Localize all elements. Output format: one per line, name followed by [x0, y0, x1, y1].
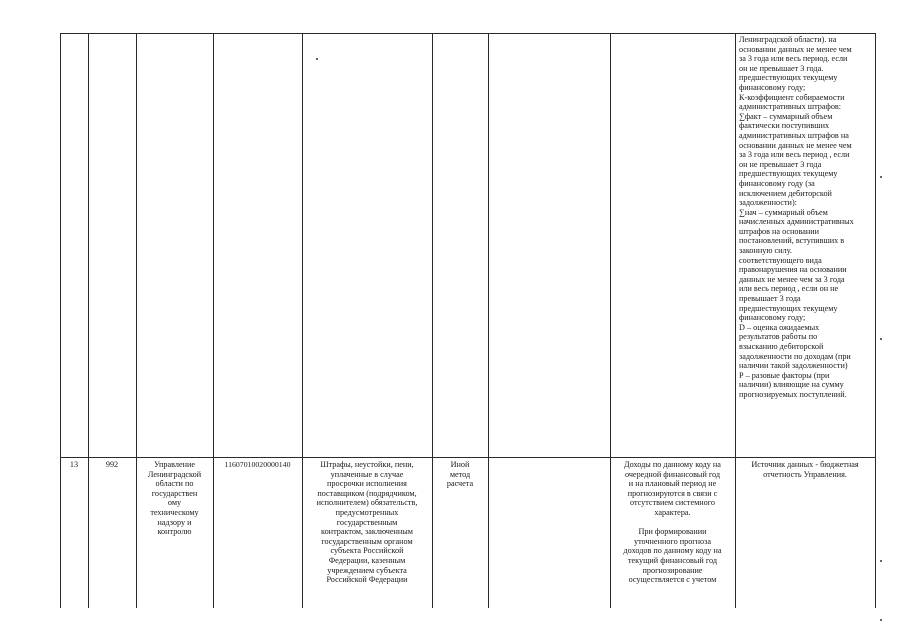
- column-divider: [610, 33, 611, 608]
- formula-description-text: Ленинградской области). на основании данных не менее чем за 3 года или весь период. если он не превышает 3 года. предшествующих текущему финансовому году; К-коэффициент собираемости административных штрафов: ∑факт – суммарный объем фактически поступивших административных штрафов на основании данных не менее чем за 3 года или весь период , если он не превышает 3 года предшествующих текущему финансовому году (за исключением дебиторской задолженности): ∑нач – суммарный объем начисленных административных штрафов на основании постановлений, вступивших в законную силу. соответствующего вида правонарушения на основании данных не менее чем за 3 года или весь период , если он не превышает 3 года предшествующих текущему финансовому году; D – оценка ожидаемых результатов работы по взысканию дебиторской задолженности по доходам (при наличии такой задолженности) Р – разовые факторы (при наличии) влияющие на сумму прогнозируемых поступлений.: [739, 35, 854, 399]
- column-divider: [488, 33, 489, 608]
- budget-classification-code: 11607010020000140: [224, 460, 291, 469]
- administrator-name: Управление Ленинградской области по государствен ому техническому надзору и контролю: [147, 460, 202, 537]
- data-source: Источник данных - бюджетная отчетность Управления.: [751, 460, 859, 479]
- column-divider: [213, 33, 214, 608]
- table-left-border: [60, 33, 61, 608]
- income-type-name: Штрафы, неустойки, пени, уплаченные в случае просрочки исполнения поставщиком (подрядчиком, исполнителем) обязательств, предусмотренных государственным контрактом, заключенным государственным органом субъекта Российской Федерации, казенным учреждением субъекта Российской Федерации: [316, 460, 418, 585]
- forecast-description: Доходы по данному коду на очередной финансовый год и на плановый период не прогнозируются в связи с отсутствием системного характера. При формировании уточненного прогноза доходов по данному коду на текущий финансовый год прогнозирование осуществляется с учетом: [623, 460, 722, 585]
- row-divider: [60, 457, 875, 458]
- column-divider: [136, 33, 137, 608]
- row-number: 13: [69, 460, 79, 469]
- scan-speck: [880, 338, 882, 340]
- table-right-border: [875, 33, 876, 608]
- column-divider: [735, 33, 736, 608]
- scan-speck: [316, 58, 318, 60]
- table-top-edge: [60, 33, 875, 34]
- scan-speck: [880, 176, 882, 178]
- admin-code: 992: [105, 460, 119, 469]
- column-divider: [88, 33, 89, 608]
- scan-speck: [880, 619, 882, 621]
- column-divider: [302, 33, 303, 608]
- column-divider: [432, 33, 433, 608]
- calculation-method: Иной метод расчета: [446, 460, 474, 489]
- scan-speck: [880, 560, 882, 562]
